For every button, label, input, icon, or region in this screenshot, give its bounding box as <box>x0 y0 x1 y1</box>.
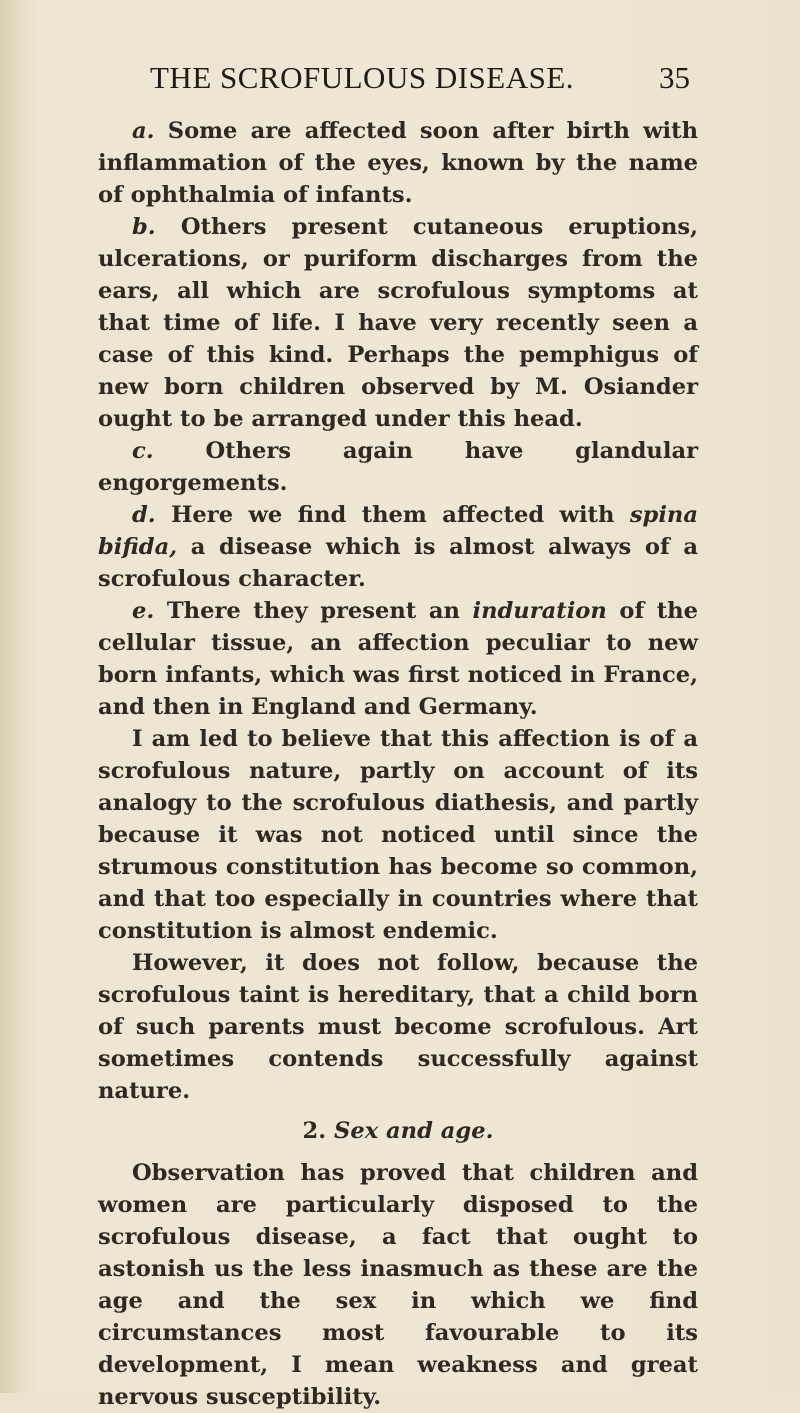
paragraph-text-before: Here we find them affected with <box>171 502 615 528</box>
paragraph-text-after: a disease which is almost always of a scrofulous character. <box>98 534 698 592</box>
emphasized-term: induration <box>472 598 607 624</box>
paragraph-text: Some are affected soon after birth with inflammation of the eyes, known by the name of ophthalmia of infants. <box>98 118 698 208</box>
page-gutter <box>0 0 18 1393</box>
running-title: THE SCROFULOUS DISEASE. <box>150 60 575 95</box>
paragraph-b <box>98 211 698 435</box>
page-header <box>150 60 690 100</box>
paragraph-e <box>98 595 698 723</box>
paragraph-a <box>98 115 698 211</box>
item-letter: b. <box>132 214 156 240</box>
paragraph-7: However, it does not follow, because the scrofulous taint is hereditary, that a child born of such parents must become scrofulous. Art sometimes contends successfully against nature. <box>98 950 698 1104</box>
paragraph-8: Observation has proved that children and women are particularly disposed to the scrofulous disease, a fact that ought to astonish us the less inasmuch as these are the age and the sex in which we find circumstances most favourable to its development, I mean weakness and great nervous susceptibility. <box>98 1160 698 1410</box>
item-letter: d. <box>132 502 156 528</box>
paragraph-text: Others present cutaneous eruptions, ulcerations, or puriform discharges from the ears, all which are scrofulous symptoms at that time of life. I have very recently seen a case of this kind. Perhaps the pemphigus of new born children observed by M. Osiander ought to be arranged under this head. <box>98 214 698 432</box>
item-letter: e. <box>132 598 155 624</box>
item-letter: c. <box>132 438 154 464</box>
section-heading <box>98 1115 698 1147</box>
emphasized-term: spina bifida, <box>98 502 698 560</box>
page-number: 35 <box>659 60 690 95</box>
body-text <box>98 115 698 1413</box>
paragraph-c <box>98 435 698 499</box>
section-title: Sex and age. <box>334 1118 494 1144</box>
section-number: 2. <box>302 1118 327 1144</box>
paragraph-text: Others again have glandular engorgements. <box>98 438 698 496</box>
paragraph-d <box>98 499 698 595</box>
item-letter: a. <box>132 118 155 144</box>
paragraph-text-before: There they present an <box>166 598 460 624</box>
paragraph-text-after: of the cellular tissue, an affection peculiar to new born infants, which was first noticed in France, and then in England and Germany. <box>98 598 698 720</box>
paragraph-6: I am led to believe that this affection is of a scrofulous nature, partly on account of its analogy to the scrofulous diathesis, and partly because it was not noticed until since the strumous constitution has become so common, and that too especially in countries where that constitution is almost endemic. <box>98 726 698 944</box>
